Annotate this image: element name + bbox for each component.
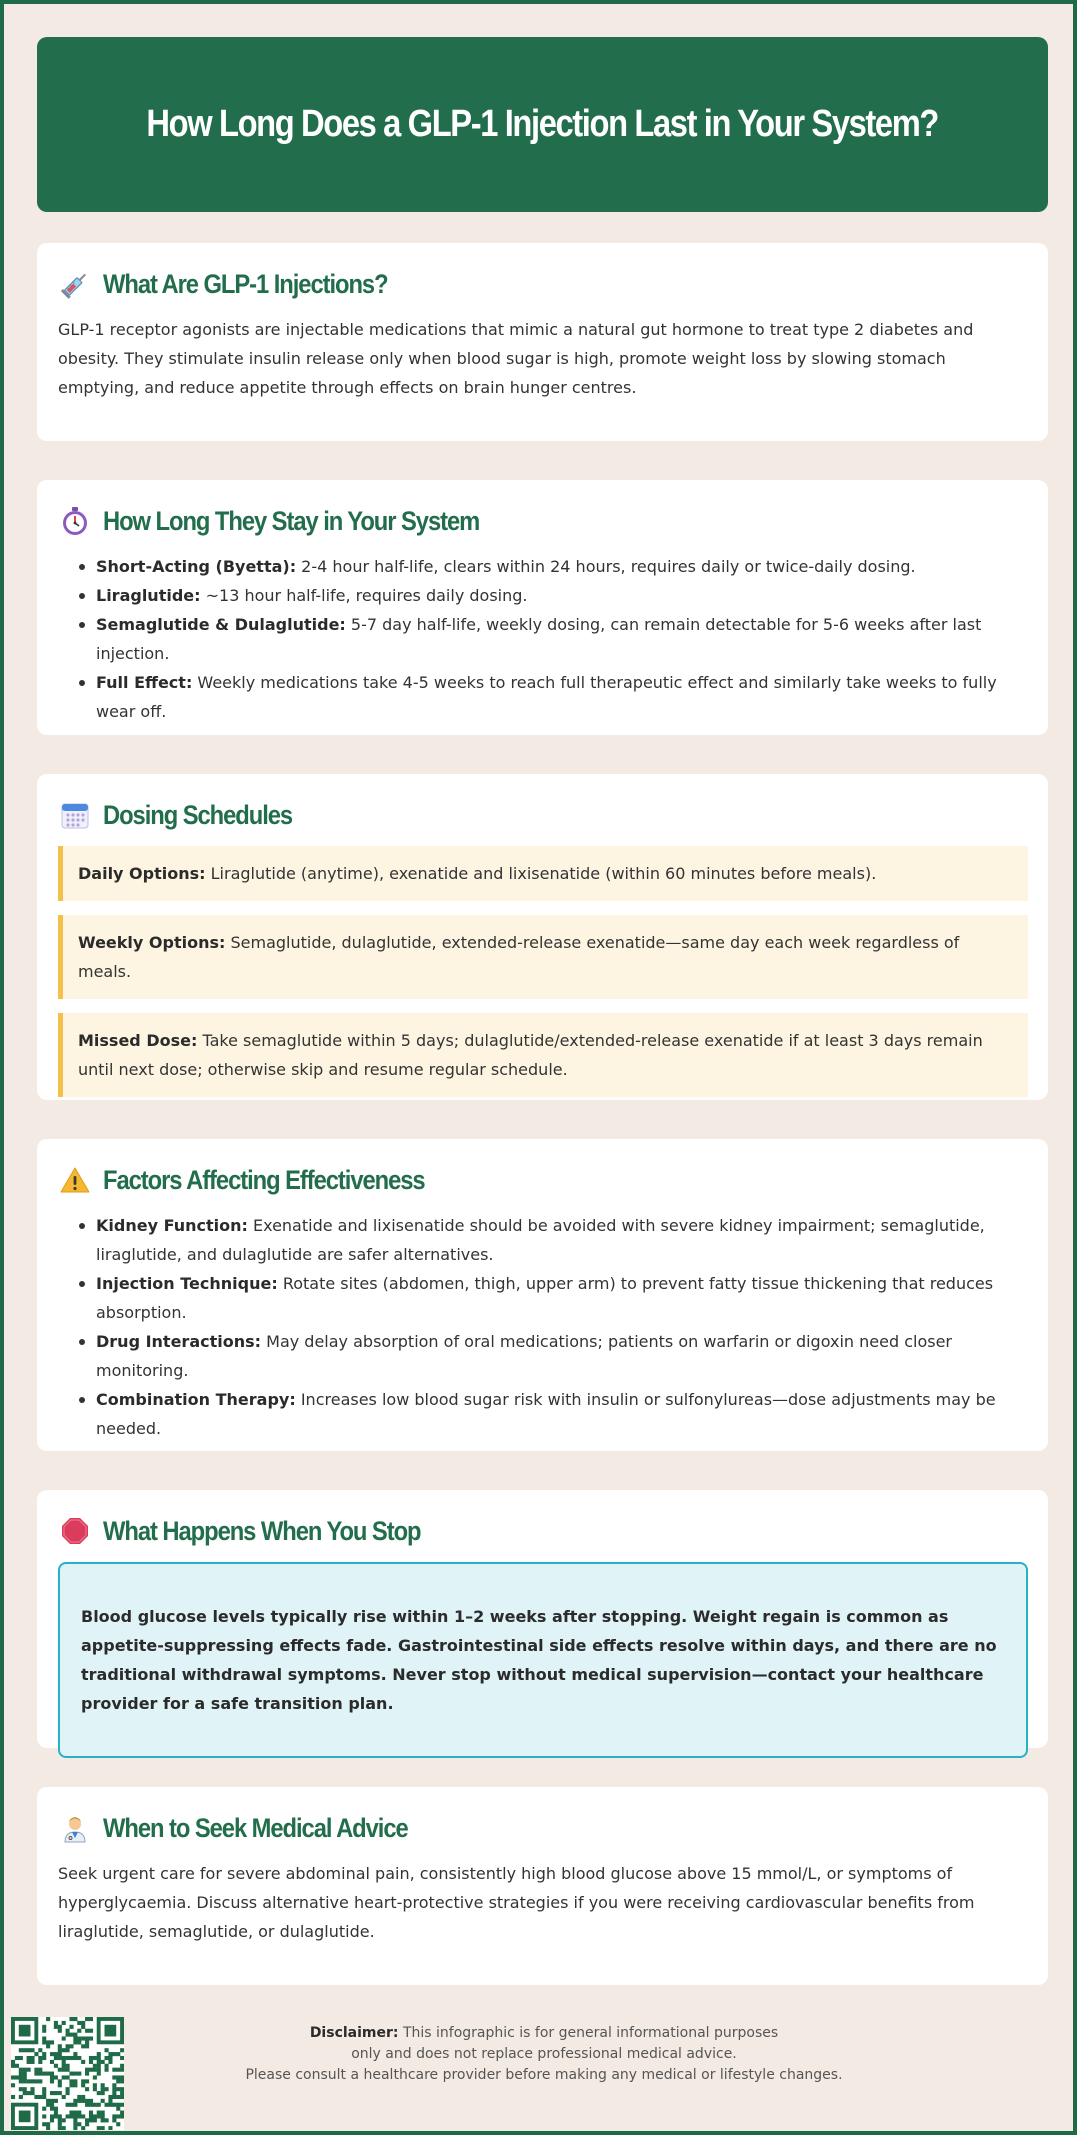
section-title: What Are GLP-1 Injections?: [103, 268, 388, 299]
item-text: 2-4 hour half-life, clears within 24 hours, requires daily or twice-daily dosing.: [296, 557, 916, 576]
item-label: Semaglutide & Dulaglutide:: [96, 615, 346, 634]
disclaimer-label: Disclaimer:: [309, 2025, 399, 2041]
section-duration: [37, 480, 1048, 735]
section-header: [58, 1808, 1028, 1848]
calendar-icon: [58, 798, 92, 832]
stop-sign-icon: [58, 1514, 92, 1548]
item-text: Increases low blood sugar risk with insulin or sulfonylureas—dose adjustments may be needed.: [96, 1390, 996, 1438]
list-item: [76, 668, 1028, 726]
callout-missed: [58, 1013, 1028, 1097]
stopping-info-box: Blood glucose levels typically rise within 1–2 weeks after stopping. Weight regain is common as appetite-suppressing effects fade. Gastrointestinal side effects resolve within days, and there are no traditional withdrawal symptoms. Never stop without medical supervision—contact your healthcare provider for a safe transition plan.: [58, 1562, 1028, 1758]
page-title: How Long Does a GLP-1 Injection Last in Your System?: [146, 103, 939, 145]
callout-text: Take semaglutide within 5 days; dulaglutide/extended-release exenatide if at least 3 days remain until next dose; otherwise skip and resume regular schedule.: [78, 1031, 983, 1079]
callout-label: Daily Options:: [78, 864, 206, 883]
section-body: GLP-1 receptor agonists are injectable medications that mimic a natural gut hormone to treat type 2 diabetes and obesity. They stimulate insulin release only when blood sugar is high, promote weight loss by slowing stomach emptying, and reduce appetite through effects on brain hunger centres.: [58, 320, 974, 397]
section-header: [58, 795, 1028, 835]
disclaimer-line: only and does not replace professional medical advice.: [351, 2046, 737, 2062]
disclaimer-line: Please consult a healthcare provider before making any medical or lifestyle changes.: [245, 2067, 843, 2083]
item-text: 5-7 day half-life, weekly dosing, can remain detectable for 5-6 weeks after last injection.: [96, 615, 982, 663]
qr-code-icon[interactable]: [11, 2017, 124, 2130]
factors-list: [58, 1211, 1028, 1443]
list-item: [76, 1385, 1028, 1443]
section-title: Factors Affecting Effectiveness: [103, 1164, 425, 1195]
section-medical-advice: [37, 1787, 1048, 1985]
item-label: Liraglutide:: [96, 586, 201, 605]
item-text: Weekly medications take 4-5 weeks to reach full therapeutic effect and similarly take weeks to fully wear off.: [96, 673, 997, 721]
section-stopping: [37, 1490, 1048, 1748]
item-label: Full Effect:: [96, 673, 193, 692]
disclaimer: [194, 2023, 894, 2086]
disclaimer-line: [194, 2023, 894, 2044]
item-label: Combination Therapy:: [96, 1390, 296, 1409]
section-factors: [37, 1139, 1048, 1451]
item-text: Rotate sites (abdomen, thigh, upper arm) to prevent fatty tissue thickening that reduces absorption.: [96, 1274, 994, 1322]
section-title: Dosing Schedules: [103, 799, 293, 830]
callout-label: Weekly Options:: [78, 933, 226, 952]
syringe-icon: [58, 267, 92, 301]
item-label: Short-Acting (Byetta):: [96, 557, 297, 576]
item-text: May delay absorption of oral medications; patients on warfarin or digoxin need closer monitoring.: [96, 1332, 952, 1380]
callout-text: Semaglutide, dulaglutide, extended-release exenatide—same day each week regardless of meals.: [78, 933, 960, 981]
section-header: [58, 1511, 1028, 1551]
callout-weekly: [58, 915, 1028, 999]
disclaimer-text: This infographic is for general informational purposes: [398, 2025, 779, 2041]
item-text: ~13 hour half-life, requires daily dosing.: [200, 586, 528, 605]
item-label: Drug Interactions:: [96, 1332, 262, 1351]
list-item: [76, 552, 1028, 581]
section-header: [58, 1160, 1028, 1200]
list-item: [76, 1327, 1028, 1385]
warning-icon: [58, 1163, 92, 1197]
section-title: What Happens When You Stop: [103, 1515, 421, 1546]
title-banner: [37, 37, 1048, 212]
item-text: Exenatide and lixisenatide should be avoided with severe kidney impairment; semaglutide, liraglutide, and dulaglutide are safer alternatives.: [96, 1216, 985, 1264]
section-dosing: [37, 774, 1048, 1100]
section-body: Seek urgent care for severe abdominal pain, consistently high blood glucose above 15 mmol/L, or symptoms of hyperglycaemia. Discuss alternative heart-protective strategies if you were receiving cardiovascular benefits from liraglutide, semaglutide, or dulaglutide.: [58, 1864, 975, 1941]
doctor-icon: [58, 1811, 92, 1845]
stopwatch-icon: [58, 504, 92, 538]
duration-list: [58, 552, 1028, 726]
section-title: How Long They Stay in Your System: [103, 505, 480, 536]
section-header: [58, 264, 1028, 304]
section-title: When to Seek Medical Advice: [103, 1812, 408, 1843]
list-item: [76, 610, 1028, 668]
callout-label: Missed Dose:: [78, 1031, 198, 1050]
item-label: Injection Technique:: [96, 1274, 278, 1293]
callout-text: Liraglutide (anytime), exenatide and lixisenatide (within 60 minutes before meals).: [205, 864, 877, 883]
item-label: Kidney Function:: [96, 1216, 248, 1235]
section-header: [58, 501, 1028, 541]
section-what-are-glp1: [37, 243, 1048, 441]
list-item: [76, 1269, 1028, 1327]
callout-daily: [58, 846, 1028, 901]
list-item: [76, 1211, 1028, 1269]
list-item: [76, 581, 1028, 610]
